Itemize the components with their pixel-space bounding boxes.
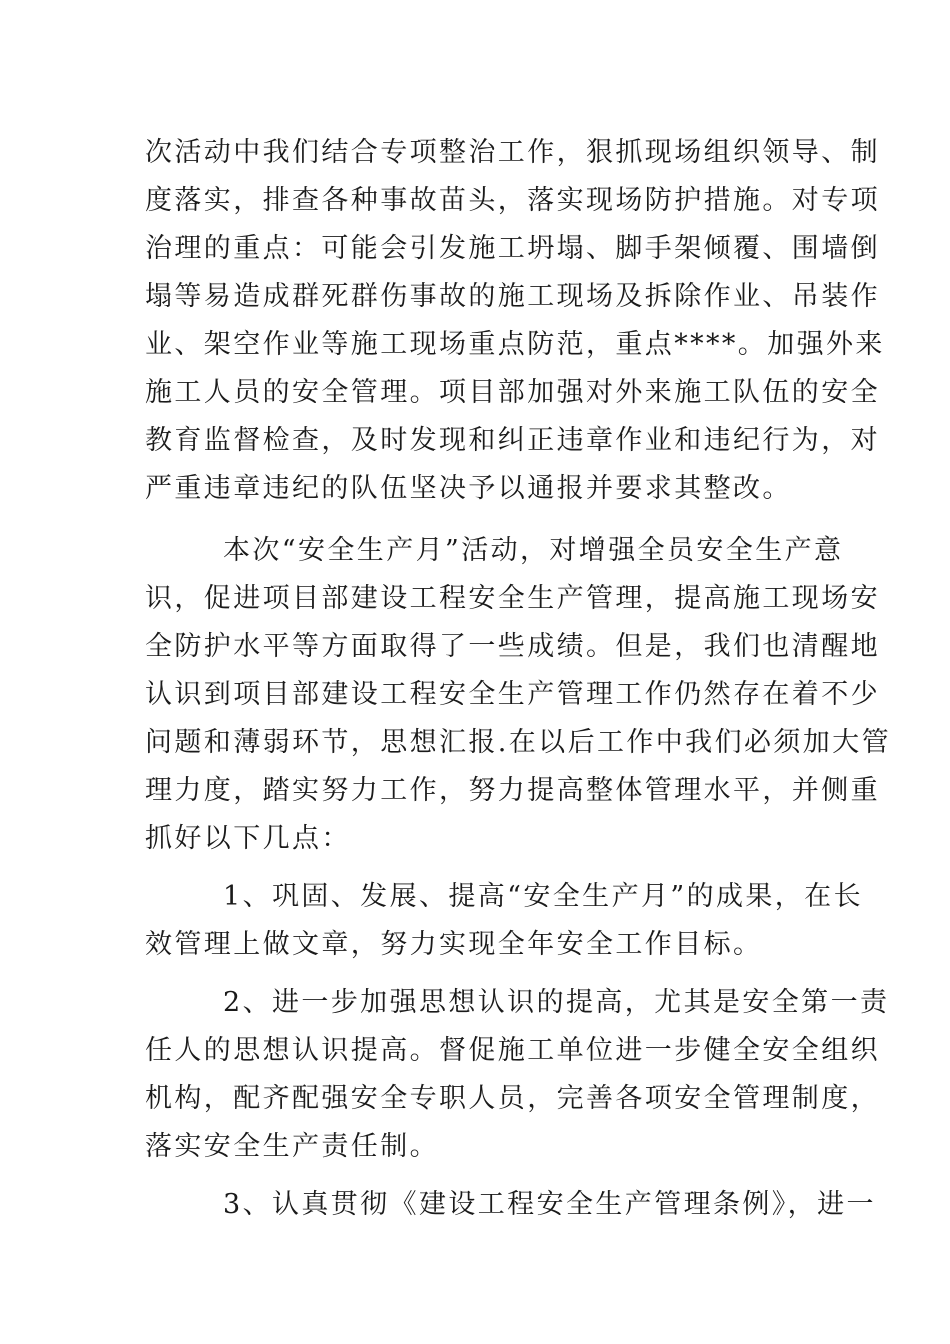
text-line: 严重违章违纪的队伍坚决予以通报并要求其整改。 [145, 473, 792, 504]
text-line: 抓好以下几点： [145, 823, 351, 854]
text-line: 任人的思想认识提高。督促施工单位进一步健全安全组织 [145, 1035, 880, 1066]
text-line: 理力度，踏实努力工作，努力提高整体管理水平，并侧重 [145, 775, 880, 806]
text-line: 次活动中我们结合专项整治工作，狠抓现场组织领导、制 [145, 137, 880, 168]
text-line: 度落实，排查各种事故苗头，落实现场防护措施。对专项 [145, 185, 880, 216]
text-line: 认识到项目部建设工程安全生产管理工作仍然存在着不少 [145, 679, 880, 710]
text-line: 落实安全生产责任制。 [145, 1131, 439, 1162]
text-line: 问题和薄弱环节，思想汇报.在以后工作中我们必须加大管 [145, 727, 891, 758]
text-line: 施工人员的安全管理。项目部加强对外来施工队伍的安全 [145, 377, 880, 408]
text-line: 治理的重点：可能会引发施工坍塌、脚手架倾覆、围墙倒 [145, 233, 880, 264]
text-line: 效管理上做文章，努力实现全年安全工作目标。 [145, 929, 763, 960]
text-line: 塌等易造成群死群伤事故的施工现场及拆除作业、吊装作 [145, 281, 880, 312]
list-item-3-line: 3、认真贯彻《建设工程安全生产管理条例》，进一 [223, 1189, 876, 1220]
text-line: 机构，配齐配强安全专职人员，完善各项安全管理制度， [145, 1083, 880, 1114]
list-item-1-line: 1、巩固、发展、提高“安全生产月”的成果，在长 [223, 881, 863, 912]
text-line: 全防护水平等方面取得了一些成绩。但是，我们也清醒地 [145, 631, 880, 662]
text-line: 教育监督检查，及时发现和纠正违章作业和违纪行为，对 [145, 425, 880, 456]
paragraph-start-line: 本次“安全生产月”活动，对增强全员安全生产意 [223, 535, 844, 566]
text-line: 识，促进项目部建设工程安全生产管理，提高施工现场安 [145, 583, 880, 614]
text-line: 业、架空作业等施工现场重点防范，重点****。加强外来 [145, 329, 885, 360]
list-item-2-line: 2、进一步加强思想认识的提高，尤其是安全第一责 [223, 987, 890, 1018]
